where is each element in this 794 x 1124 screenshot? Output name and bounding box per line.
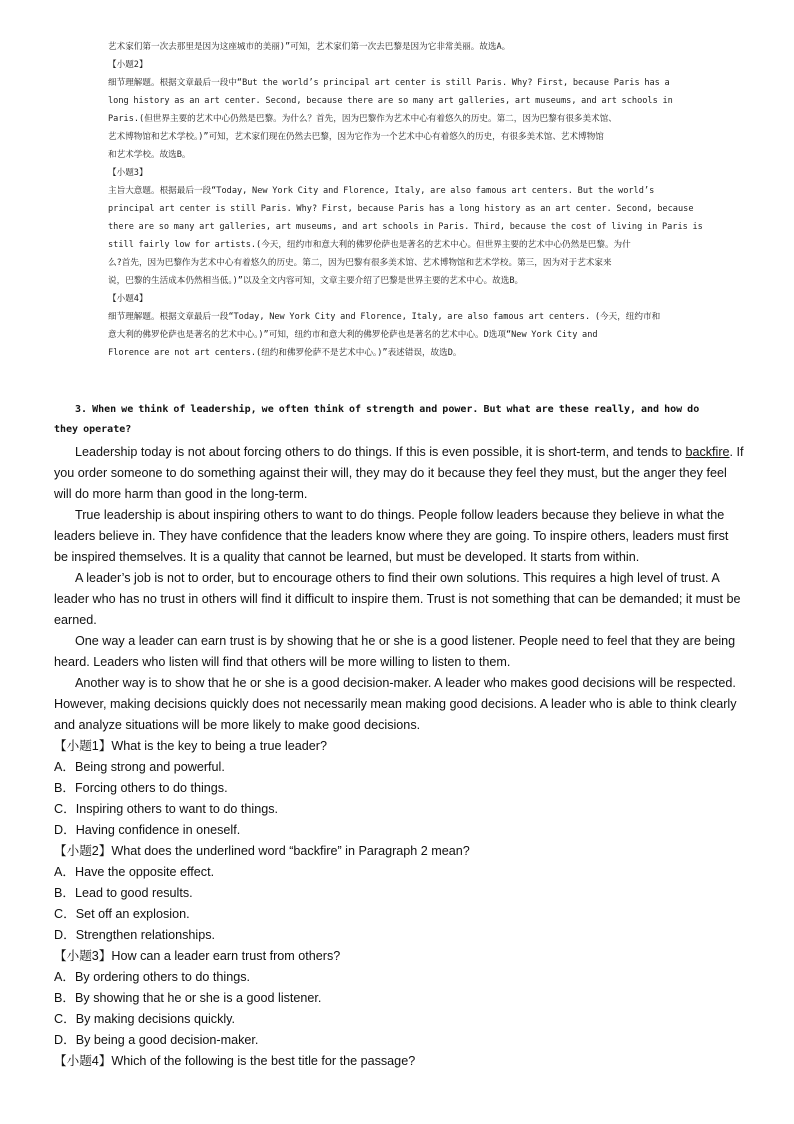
question-1-option-c: C．Inspiring others to want to do things. [54,802,279,816]
question-2-option-b: B．Lead to good results. [54,886,193,900]
analysis-line: 艺术博物馆和艺术学校。)”可知，艺术家们现在仍然去巴黎，因为它作为一个艺术中心有着悠久的历史，有很多美术馆、艺术博物馆 [108,132,604,142]
analysis-line: 意大利的佛罗伦萨也是著名的艺术中心。)”可知，纽约市和意大利的佛罗伦萨也是著名的艺术中心。D选项“New York City and [108,330,598,340]
analysis-line: 说，巴黎的生活成本仍然相当低。)”以及全文内容可知，文章主要介绍了巴黎是世界主要的艺术中心。故选B。 [108,276,524,286]
question-3-option-d: D．By being a good decision-maker. [54,1033,259,1047]
analysis-line: 细节理解题。根据文章最后一段中“But the world’s principal art center is still Paris. Why? First, because Paris has a [108,78,670,88]
analysis-line: still fairly low for artists.(今天，纽约市和意大利的佛罗伦萨也是著名的艺术中心。但世界主要的艺术中心仍然是巴黎。为什 [108,240,631,250]
question-3-option-b: B．By showing that he or she is a good listener. [54,991,322,1005]
paragraph-5: Another way is to show that he or she is a good decision-maker. A leader who makes good decisions will be respected. However, making decisions quickly does not necessarily mean making good decisions. A leader who is able to think clearly and analyze situations will be more likely to make good decisions. [54,676,737,732]
underlined-word: backfire [685,445,730,459]
paragraph-4: One way a leader can earn trust is by showing that he or she is a good listener. People need to feel that they are being heard. Leaders who listen will find that others will be more willing to listen to them. [54,634,736,669]
question-heading-line1: When we think of leadership, we often think of strength and power. But what are these really, and how do [92,404,700,415]
question-heading [54,400,744,440]
question-4-stem: 【小题4】Which of the following is the best title for the passage? [54,1054,416,1068]
subquestion-tag: 【小题3】 [108,168,148,178]
question-2-stem: 【小题2】What does the underlined word “backfire” in Paragraph 2 mean? [54,844,470,858]
analysis-line: long history as an art center. Second, because there are so many art galleries, art museums, and art schools in [108,96,673,106]
analysis-line: 和艺术学校。故选B。 [108,150,191,160]
question-2-option-d: D．Strengthen relationships. [54,928,216,942]
question-1-option-d: D．Having confidence in oneself. [54,823,241,837]
paragraph-2: True leadership is about inspiring others to want to do things. People follow leaders because they believe in what the leaders believe in. They have confidence that the leaders know where they are going. To inspire others, leaders must first be inspired themselves. It is a quality that cannot be learned, but must be developed. It starts from within. [54,508,729,564]
analysis-line: 艺术家们第一次去那里是因为这座城市的美丽)”可知，艺术家们第一次去巴黎是因为它非常美丽。故选A。 [108,42,511,52]
question-2-option-c: C．Set off an explosion. [54,907,190,921]
analysis-line: 么?首先，因为巴黎作为艺术中心有着悠久的历史。第二，因为巴黎有很多美术馆、艺术博物馆和艺术学校。第三，因为对于艺术家来 [108,258,612,268]
question-2-option-a: A．Have the opposite effect. [54,865,215,879]
paragraph-1-text-b: . If you order someone to do something against their will, they may do it because they feel they must, but the anger they feel will do more harm than good in the long-term. [54,445,744,501]
question-1-stem: 【小题1】What is the key to being a true leader? [54,739,327,753]
analysis-line: Florence are not art centers.(纽约和佛罗伦萨不是艺术中心。)”表述错误，故选D。 [108,348,462,358]
analysis-line: principal art center is still Paris. Why? First, because Paris has a long history as an art center. Second, because [108,204,694,214]
question-3-stem: 【小题3】How can a leader earn trust from others? [54,949,341,963]
question-3-option-c: C．By making decisions quickly. [54,1012,236,1026]
answer-analysis-section [108,38,728,362]
subquestion-tag: 【小题4】 [108,294,148,304]
question-1-option-b: B．Forcing others to do things. [54,781,228,795]
question-3-option-a: A．By ordering others to do things. [54,970,251,984]
analysis-line: Paris.(但世界主要的艺术中心仍然是巴黎。为什么？首先，因为巴黎作为艺术中心有着悠久的历史。第二，因为巴黎有很多美术馆、 [108,114,617,124]
question-number: 3. [75,404,88,415]
paragraph-3: A leader’s job is not to order, but to encourage others to find their own solutions. This requires a high level of trust. A leader who has no trust in others will find it difficult to inspire them. Trust is not something that can be demanded; it must be earned. [54,571,741,627]
paragraph-1 [54,442,744,505]
reading-passage [54,400,744,1072]
analysis-line: 细节理解题。根据文章最后一段“Today, New York City and Florence, Italy, are also famous art centers. (今天，纽约市和 [108,312,661,322]
analysis-line: 主旨大意题。根据最后一段“Today, New York City and Florence, Italy, are also famous art centers. But the world’s [108,186,655,196]
analysis-line: there are so many art galleries, art museums, and art schools in Paris. Third, because the cost of living in Paris is [108,222,703,232]
paragraph-1-text-a: Leadership today is not about forcing others to do things. If this is even possible, it is short-term, and tends to [75,445,686,459]
subquestion-tag: 【小题2】 [108,60,148,70]
question-1-option-a: A．Being strong and powerful. [54,760,225,774]
question-heading-line2: they operate? [54,424,132,435]
